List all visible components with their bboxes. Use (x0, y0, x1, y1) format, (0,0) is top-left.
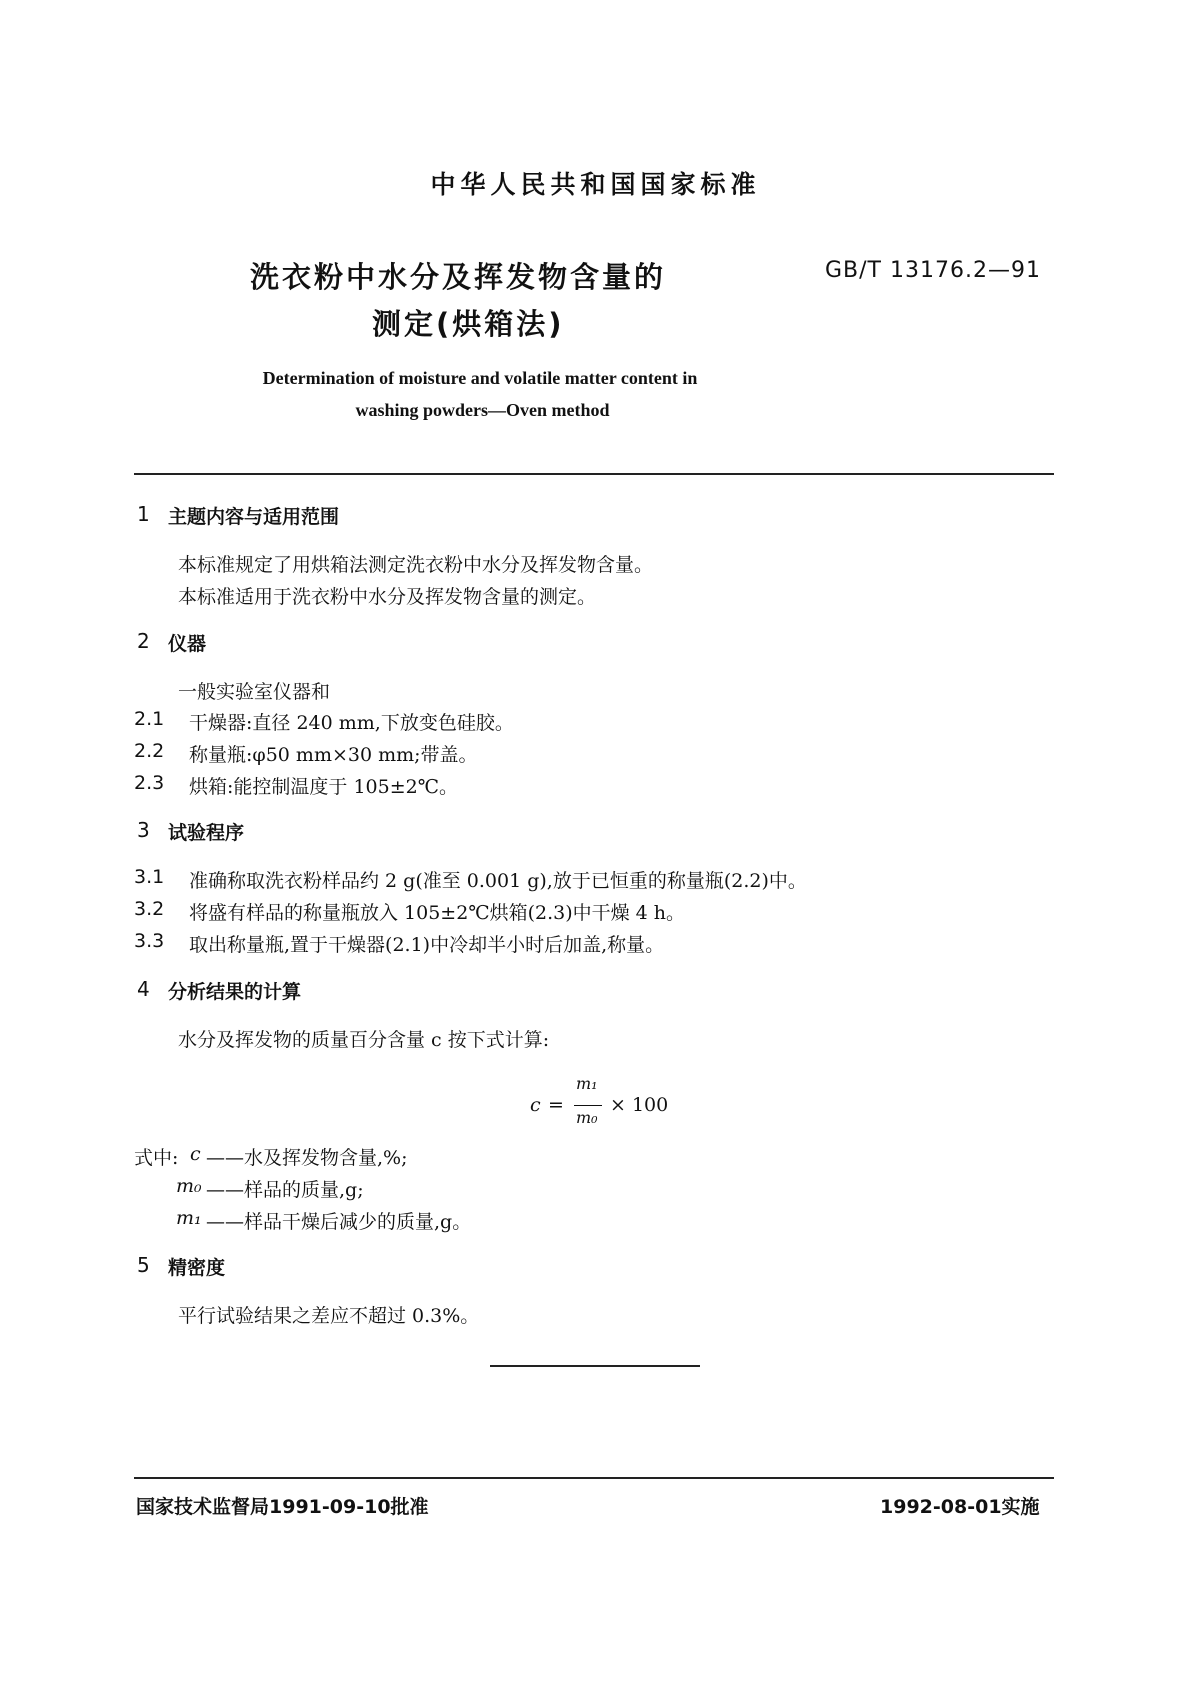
title-cn-line2: 测定(烘箱法) (372, 307, 565, 341)
title-en-line1: Determination of moisture and volatile matter content in (262, 368, 698, 388)
section-title-precision: 精密度 (168, 1257, 226, 1279)
variable-symbol: m₀ (176, 1175, 202, 1197)
clause-number: 3.3 (134, 930, 165, 952)
section-number: 3 (137, 818, 150, 842)
clause-text: 将盛有样品的称量瓶放入 105±2℃烘箱(2.3)中干燥 4 h。 (189, 902, 686, 924)
section-number: 4 (137, 977, 150, 1001)
section-title-calculation: 分析结果的计算 (168, 981, 302, 1003)
clause-number: 3.2 (134, 898, 165, 920)
section-title-procedure: 试验程序 (168, 822, 245, 844)
formula-times: × 100 (610, 1094, 669, 1116)
variable-description: ——样品的质量,g; (206, 1179, 364, 1201)
section-title-scope: 主题内容与适用范围 (168, 506, 340, 528)
clause-text: 烘箱:能控制温度于 105±2℃。 (189, 776, 458, 798)
document-header: 中华人民共和国国家标准 (430, 170, 761, 199)
variable-symbol: m₁ (176, 1207, 202, 1229)
paragraph: 一般实验室仪器和 (178, 681, 331, 703)
clause-number: 2.3 (134, 772, 165, 794)
formula-equals: = (548, 1094, 564, 1116)
section-number: 1 (137, 502, 150, 526)
end-rule (490, 1365, 700, 1367)
approval-info: 国家技术监督局1991-09-10批准 (136, 1496, 429, 1518)
clause-number: 3.1 (134, 866, 165, 888)
footer-divider (134, 1477, 1054, 1479)
title-en-line2: washing powders—Oven method (355, 400, 610, 420)
section-number: 2 (137, 629, 150, 653)
variable-description: ——水及挥发物含量,%; (206, 1147, 408, 1169)
paragraph: 平行试验结果之差应不超过 0.3%。 (178, 1305, 480, 1327)
formula-numerator: m₁ (576, 1074, 598, 1093)
clause-text: 取出称量瓶,置于干燥器(2.1)中冷却半小时后加盖,称量。 (189, 934, 665, 956)
header-divider (134, 473, 1054, 475)
paragraph: 本标准规定了用烘箱法测定洗衣粉中水分及挥发物含量。 (178, 554, 654, 576)
paragraph: 本标准适用于洗衣粉中水分及挥发物含量的测定。 (178, 586, 597, 608)
effective-date: 1992-08-01实施 (880, 1496, 1040, 1518)
clause-text: 干燥器:直径 240 mm,下放变色硅胶。 (189, 712, 514, 734)
variable-description: ——样品干燥后减少的质量,g。 (206, 1211, 472, 1233)
where-label: 式中: (134, 1147, 179, 1169)
variable-symbol: c (190, 1143, 201, 1165)
paragraph: 水分及挥发物的质量百分含量 c 按下式计算: (178, 1029, 550, 1051)
section-number: 5 (137, 1253, 150, 1277)
clause-number: 2.2 (134, 740, 165, 762)
title-cn-line1: 洗衣粉中水分及挥发物含量的 (250, 260, 667, 294)
clause-number: 2.1 (134, 708, 165, 730)
formula-denominator: m₀ (576, 1108, 598, 1127)
section-title-apparatus: 仪器 (168, 633, 207, 655)
fraction-bar (574, 1105, 602, 1106)
clause-text: 准确称取洗衣粉样品约 2 g(准至 0.001 g),放于已恒重的称量瓶(2.2)中。 (189, 870, 807, 892)
clause-text: 称量瓶:φ50 mm×30 mm;带盖。 (189, 744, 478, 766)
formula-lhs: c (530, 1094, 541, 1116)
standard-number: GB/T 13176.2—91 (825, 258, 1041, 283)
